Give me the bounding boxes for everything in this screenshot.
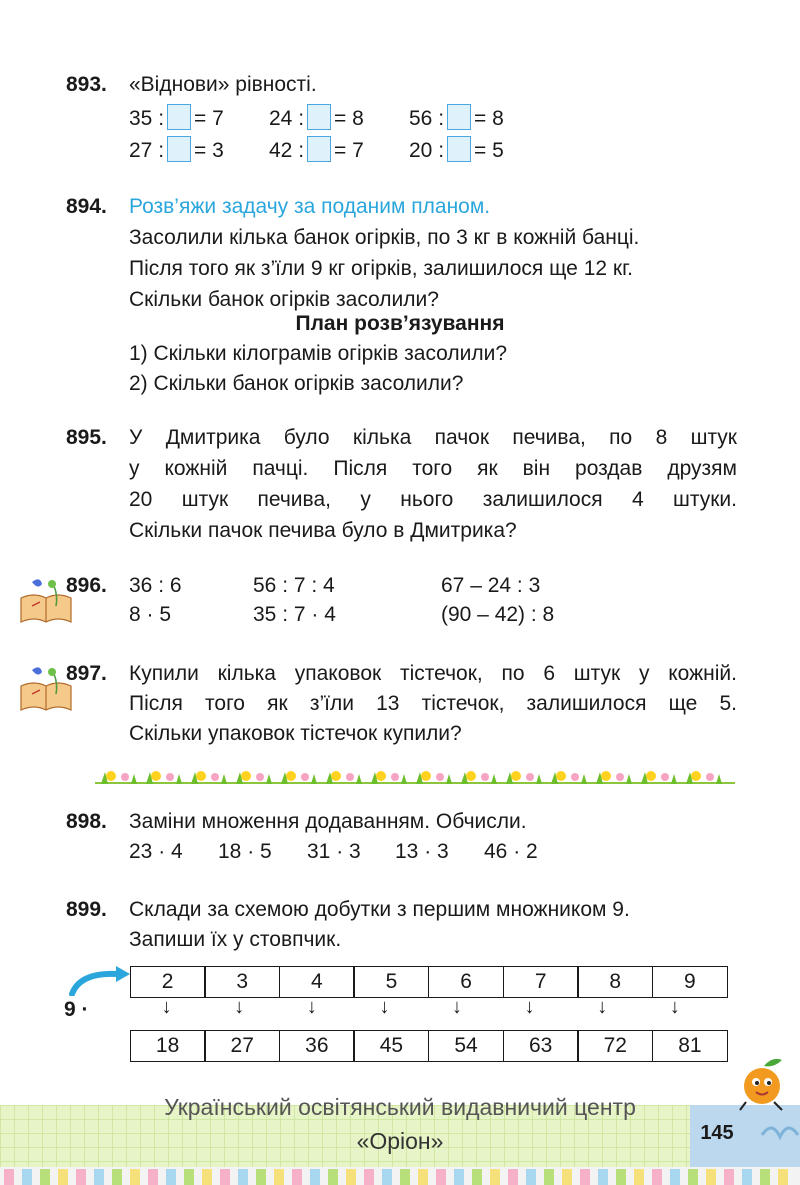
down-arrow-icon: ↓	[306, 996, 317, 1018]
exercise-number: 894.	[66, 195, 107, 218]
down-arrow-icon: ↓	[234, 996, 245, 1018]
exercise-number: 896.	[66, 574, 107, 597]
problem-line: Скільки банок огірків засолили?	[129, 288, 439, 311]
exercise-instruction: Склади за схемою добутки з першим множником 9.	[129, 898, 630, 921]
down-arrow-icon: ↓	[161, 996, 172, 1018]
bottom-number-row	[131, 1030, 728, 1062]
equation-row: 27 : = 3 42 : = 7 20 : = 5	[129, 136, 504, 163]
answer-box[interactable]	[167, 104, 191, 130]
table-cell: 72	[577, 1030, 653, 1062]
table-cell: 2	[130, 966, 206, 998]
plan-step: 1) Скільки кілограмів огірків засолили?	[129, 342, 508, 365]
down-arrow-icon: ↓	[379, 996, 390, 1018]
table-cell: 54	[428, 1030, 504, 1062]
top-number-row	[131, 966, 728, 998]
table-cell: 3	[204, 966, 280, 998]
page-number: 145	[700, 1122, 734, 1144]
table-cell: 27	[204, 1030, 280, 1062]
publisher-text: Український освітянський видавничий центр	[164, 1094, 636, 1120]
table-cell: 7	[503, 966, 579, 998]
problem-line: Після того як з’їли 9 кг огірків, залишилося ще 12 кг.	[129, 257, 633, 280]
exercise-number: 898.	[66, 810, 107, 833]
brand-text: «Оріон»	[356, 1128, 444, 1154]
problem-line: Після того як з’їли 13 тістечок, залишилося ще 5.	[129, 692, 737, 715]
table-cell: 9	[652, 966, 728, 998]
expression: 46 · 2	[484, 840, 538, 863]
answer-box[interactable]	[447, 104, 471, 130]
expression: 13 · 3	[395, 840, 449, 863]
plan-step: 2) Скільки банок огірків засолили?	[129, 372, 464, 395]
exercise-number: 893.	[66, 73, 107, 96]
expression: 56 : 7 : 4	[253, 574, 335, 597]
table-cell: 18	[130, 1030, 206, 1062]
down-arrow-icon: ↓	[524, 996, 535, 1018]
problem-line: Скільки пачок печива було в Дмитрика?	[129, 519, 517, 542]
exercise-title: «Віднови» рівності.	[129, 73, 317, 96]
expression: 36 : 6	[129, 574, 182, 597]
multiplier-label: 9 ·	[64, 998, 89, 1021]
expression: (90 – 42) : 8	[441, 603, 555, 626]
expression: 67 – 24 : 3	[441, 574, 541, 597]
exercise-number: 897.	[66, 662, 107, 685]
table-cell: 6	[428, 966, 504, 998]
down-arrow-icon: ↓	[597, 996, 608, 1018]
down-arrow-icon: ↓	[452, 996, 463, 1018]
problem-line: Скільки упаковок тістечок купили?	[129, 722, 462, 745]
plan-title: План розв’язування	[295, 312, 505, 335]
problem-line: у кожній пачці. Після того як він роздав друзям	[129, 457, 737, 480]
down-arrow-icon: ↓	[669, 996, 680, 1018]
flower-divider	[95, 766, 735, 786]
curved-arrow-icon	[66, 964, 136, 996]
expression: 31 · 3	[307, 840, 361, 863]
answer-box[interactable]	[307, 136, 331, 162]
arrow-row	[131, 996, 712, 1019]
answer-box[interactable]	[447, 136, 471, 162]
expression: 8 · 5	[129, 603, 172, 626]
equation-row: 35 : = 7 24 : = 8 56 : = 8	[129, 104, 504, 131]
problem-line: У Дмитрика було кілька пачок печива, по 8 штук	[129, 426, 737, 449]
table-cell: 36	[279, 1030, 355, 1062]
exercise-instruction: Розв’яжи задачу за поданим планом.	[129, 195, 491, 218]
exercise-instruction: Заміни множення додаванням. Обчисли.	[129, 810, 527, 833]
table-cell: 45	[353, 1030, 429, 1062]
expression: 35 : 7 · 4	[253, 603, 336, 626]
table-cell: 63	[503, 1030, 579, 1062]
expression: 23 · 4	[129, 840, 183, 863]
exercise-number: 895.	[66, 426, 107, 449]
problem-line: Купили кілька упаковок тістечок, по 6 штук у кожній.	[129, 662, 737, 685]
problem-line: 20 штук печива, у нього залишилося 4 штуки.	[129, 488, 737, 511]
table-cell: 81	[652, 1030, 728, 1062]
table-cell: 5	[353, 966, 429, 998]
answer-box[interactable]	[167, 136, 191, 162]
table-cell: 4	[279, 966, 355, 998]
answer-box[interactable]	[307, 104, 331, 130]
expression: 18 · 5	[218, 840, 272, 863]
table-cell: 8	[577, 966, 653, 998]
exercise-instruction: Запиши їх у стовпчик.	[129, 928, 342, 951]
exercise-number: 899.	[66, 898, 107, 921]
problem-line: Засолили кілька банок огірків, по 3 кг в кожній банці.	[129, 226, 640, 249]
